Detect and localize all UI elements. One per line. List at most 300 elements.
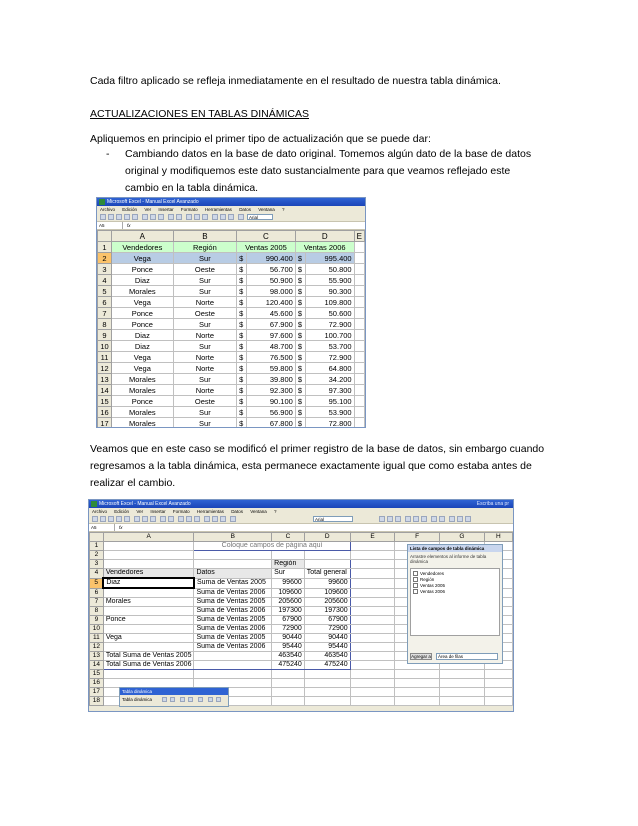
cell-total-general[interactable]: 90440 <box>304 634 350 643</box>
cell-ventas-2006[interactable]: 50.600 <box>305 308 354 319</box>
cell-currency-2005[interactable]: $ <box>237 330 247 341</box>
menu-formato[interactable]: Formato <box>180 207 198 212</box>
empty-cell[interactable] <box>439 697 484 706</box>
name-box[interactable]: A5 <box>97 222 123 229</box>
cell-vendedor[interactable]: Ponce <box>111 319 173 330</box>
cell-currency-2006[interactable]: $ <box>295 374 305 385</box>
cell-currency-2005[interactable]: $ <box>237 385 247 396</box>
cell-region[interactable]: Sur <box>173 319 236 330</box>
empty-cell[interactable] <box>439 670 484 679</box>
empty-cell[interactable] <box>272 551 305 560</box>
cell-total-general[interactable]: 463540 <box>304 652 350 661</box>
undo-icon[interactable] <box>168 214 174 220</box>
open-folder-icon[interactable] <box>108 214 114 220</box>
cell-ventas-2006[interactable]: 109.800 <box>305 297 354 308</box>
empty-cell[interactable] <box>350 542 395 551</box>
row-header[interactable]: 13 <box>90 652 104 661</box>
cell-sur[interactable]: 99600 <box>272 578 305 588</box>
empty-cell[interactable] <box>304 679 350 688</box>
empty-cell[interactable] <box>350 697 395 706</box>
empty-cell[interactable] <box>304 670 350 679</box>
row-header[interactable]: 6 <box>98 297 112 308</box>
cell-region[interactable]: Oeste <box>173 308 236 319</box>
row-header[interactable]: 6 <box>90 588 104 598</box>
menu-formato[interactable]: Formato <box>172 509 190 514</box>
cell-ventas-2005[interactable]: 98.000 <box>247 286 296 297</box>
empty-cell[interactable] <box>395 688 440 697</box>
empty-cell[interactable] <box>350 643 395 652</box>
empty-cell[interactable] <box>354 374 364 385</box>
empty-cell[interactable] <box>304 560 350 569</box>
empty-cell[interactable] <box>350 598 395 607</box>
cell-currency-2006[interactable]: $ <box>295 352 305 363</box>
cell-vendedor[interactable]: Vega <box>111 253 173 264</box>
cell-currency-2006[interactable]: $ <box>295 407 305 418</box>
cell-region[interactable]: Norte <box>173 363 236 374</box>
row-header[interactable]: 7 <box>90 598 104 607</box>
new-file-icon[interactable] <box>92 516 98 522</box>
cell-total-general[interactable]: 95440 <box>304 643 350 652</box>
menu-archivo[interactable]: Archivo <box>100 207 116 212</box>
empty-cell[interactable] <box>354 352 364 363</box>
field-item-ventas-2005[interactable]: Ventas 2005 <box>413 583 497 589</box>
column-header-c[interactable]: C <box>237 231 296 242</box>
empty-cell[interactable] <box>350 551 395 560</box>
cell-vendedor[interactable] <box>103 625 194 634</box>
sort-asc-icon[interactable] <box>194 214 200 220</box>
cell-region[interactable]: Sur <box>173 374 236 385</box>
borders-icon[interactable] <box>449 516 455 522</box>
cell-ventas-2005[interactable]: 56.900 <box>247 407 296 418</box>
row-header[interactable]: 15 <box>90 670 104 679</box>
font-name-box[interactable]: Arial <box>313 516 353 522</box>
cell-ventas-2005[interactable]: 45.600 <box>247 308 296 319</box>
cell-currency-2005[interactable]: $ <box>237 275 247 286</box>
cell-sur[interactable]: 463540 <box>272 652 305 661</box>
cell-currency-2005[interactable]: $ <box>237 407 247 418</box>
cell-currency-2005[interactable]: $ <box>237 352 247 363</box>
row-header[interactable]: 8 <box>90 607 104 616</box>
cell-datos[interactable]: Suma de Ventas 2005 <box>194 598 272 607</box>
empty-cell[interactable] <box>350 607 395 616</box>
column-header-g[interactable]: G <box>439 533 484 542</box>
row-header[interactable]: 14 <box>90 661 104 670</box>
column-total-general[interactable]: Total general <box>304 569 350 579</box>
cell-sur[interactable]: 90440 <box>272 634 305 643</box>
cell-ventas-2006[interactable]: 72.900 <box>305 352 354 363</box>
row-header[interactable]: 2 <box>98 253 112 264</box>
row-header[interactable]: 7 <box>98 308 112 319</box>
cell-datos[interactable]: Suma de Ventas 2005 <box>194 616 272 625</box>
column-header-e[interactable]: E <box>350 533 395 542</box>
cell-currency-2006[interactable]: $ <box>295 319 305 330</box>
help-search-box[interactable]: Escriba una pr <box>476 501 509 507</box>
cell-ventas-2005[interactable]: 92.300 <box>247 385 296 396</box>
empty-cell[interactable] <box>354 319 364 330</box>
menu-help[interactable]: ? <box>282 207 285 212</box>
cell-total-general[interactable]: 67900 <box>304 616 350 625</box>
cell-currency-2005[interactable]: $ <box>237 374 247 385</box>
cell-ventas-2006[interactable]: 72.900 <box>305 319 354 330</box>
cell-ventas-2005[interactable]: 67.900 <box>247 319 296 330</box>
menu-edicion[interactable]: Edición <box>122 207 138 212</box>
select-all-corner[interactable] <box>98 231 112 242</box>
cell-vendedor[interactable]: Morales <box>111 286 173 297</box>
empty-cell[interactable] <box>350 616 395 625</box>
column-header-f[interactable]: F <box>395 533 440 542</box>
empty-cell[interactable] <box>350 679 395 688</box>
empty-cell[interactable] <box>194 560 272 569</box>
print-icon[interactable] <box>116 516 122 522</box>
empty-cell[interactable] <box>350 569 395 579</box>
cell-ventas-2006[interactable]: 100.700 <box>305 330 354 341</box>
empty-cell[interactable] <box>484 688 512 697</box>
save-icon[interactable] <box>108 516 114 522</box>
cell-total-general[interactable]: 205600 <box>304 598 350 607</box>
paste-icon[interactable] <box>158 214 164 220</box>
add-to-button[interactable]: Agregar a <box>411 654 431 659</box>
empty-cell[interactable] <box>350 652 395 661</box>
preview-icon[interactable] <box>124 516 130 522</box>
percent-icon[interactable] <box>439 516 445 522</box>
empty-cell[interactable] <box>350 588 395 598</box>
empty-cell[interactable] <box>304 697 350 706</box>
cell-total-general[interactable]: 197300 <box>304 607 350 616</box>
row-header[interactable]: 17 <box>98 418 112 429</box>
cell-total-general[interactable]: 109600 <box>304 588 350 598</box>
save-icon[interactable] <box>116 214 122 220</box>
cell-currency-2006[interactable]: $ <box>295 418 305 429</box>
empty-cell[interactable] <box>350 634 395 643</box>
cell-vendedor[interactable]: Diaz <box>111 341 173 352</box>
column-header-d[interactable]: D <box>304 533 350 542</box>
copy-icon[interactable] <box>142 516 148 522</box>
empty-cell[interactable] <box>354 341 364 352</box>
empty-cell[interactable] <box>194 670 272 679</box>
cell-ventas-2005[interactable]: 76.500 <box>247 352 296 363</box>
format-report-icon[interactable] <box>162 697 167 702</box>
cell-ventas-2005[interactable]: 59.800 <box>247 363 296 374</box>
cell-region[interactable]: Sur <box>173 407 236 418</box>
cell-vendedor[interactable]: Ponce <box>111 308 173 319</box>
cell-ventas-2006[interactable]: 995.400 <box>305 253 354 264</box>
empty-cell[interactable] <box>354 275 364 286</box>
column-header-c[interactable]: C <box>272 533 305 542</box>
cut-icon[interactable] <box>134 516 140 522</box>
menu-ver[interactable]: Ver <box>136 509 144 514</box>
italic-icon[interactable] <box>387 516 393 522</box>
cell-sur[interactable]: 109600 <box>272 588 305 598</box>
cell-region[interactable]: Norte <box>173 385 236 396</box>
empty-cell[interactable] <box>354 407 364 418</box>
empty-cell[interactable] <box>103 670 194 679</box>
menu-edicion[interactable]: Edición <box>114 509 130 514</box>
cell-vendedor[interactable]: Vega <box>111 363 173 374</box>
pivot-toolbar-menu[interactable]: Tabla dinámica <box>122 697 153 702</box>
row-header[interactable]: 16 <box>98 407 112 418</box>
cell-currency-2005[interactable]: $ <box>237 363 247 374</box>
empty-cell[interactable] <box>194 551 272 560</box>
menu-datos[interactable]: Datos <box>239 207 251 212</box>
redo-icon[interactable] <box>168 516 174 522</box>
cell-ventas-2006[interactable]: 55.900 <box>305 275 354 286</box>
empty-cell[interactable] <box>103 560 194 569</box>
empty-cell[interactable] <box>103 542 194 551</box>
cell-region[interactable]: Oeste <box>173 264 236 275</box>
cell-region[interactable]: Sur <box>173 275 236 286</box>
cell-currency-2006[interactable]: $ <box>295 286 305 297</box>
sort-desc-icon[interactable] <box>202 214 208 220</box>
empty-cell[interactable] <box>354 418 364 429</box>
row-header[interactable]: 18 <box>90 697 104 706</box>
cell-ventas-2006[interactable]: 53.700 <box>305 341 354 352</box>
empty-cell[interactable] <box>350 625 395 634</box>
vendedores-field-button[interactable]: Vendedores <box>103 569 194 579</box>
empty-cell[interactable] <box>395 697 440 706</box>
row-header[interactable]: 10 <box>90 625 104 634</box>
cell-region[interactable]: Sur <box>173 286 236 297</box>
cell-datos[interactable]: Suma de Ventas 2006 <box>194 625 272 634</box>
select-all-corner[interactable] <box>90 533 104 542</box>
cell-currency-2006[interactable]: $ <box>295 385 305 396</box>
cell-currency-2006[interactable]: $ <box>295 264 305 275</box>
row-header[interactable]: 8 <box>98 319 112 330</box>
name-box[interactable]: A5 <box>89 524 115 531</box>
cell-currency-2005[interactable]: $ <box>237 341 247 352</box>
empty-cell[interactable] <box>304 688 350 697</box>
help-icon[interactable] <box>230 516 236 522</box>
drawing-icon[interactable] <box>220 214 226 220</box>
column-header-h[interactable]: H <box>484 533 512 542</box>
cell-ventas-2005[interactable]: 97.600 <box>247 330 296 341</box>
page-field-drop-zone[interactable]: Coloque campos de página aquí <box>194 542 350 551</box>
row-header[interactable]: 10 <box>98 341 112 352</box>
row-header[interactable]: 16 <box>90 679 104 688</box>
new-file-icon[interactable] <box>100 214 106 220</box>
cell-currency-2005[interactable]: $ <box>237 253 247 264</box>
menu-ventana[interactable]: Ventana <box>258 207 275 212</box>
row-header[interactable]: 4 <box>98 275 112 286</box>
cell-datos[interactable]: Suma de Ventas 2006 <box>194 607 272 616</box>
cell-ventas-2005[interactable]: 990.400 <box>247 253 296 264</box>
column-header-e[interactable]: E <box>354 231 364 242</box>
hide-detail-icon[interactable] <box>180 697 185 702</box>
refresh-data-icon[interactable] <box>198 697 203 702</box>
row-header[interactable]: 9 <box>98 330 112 341</box>
cell-vendedor[interactable] <box>103 607 194 616</box>
sort-desc-icon[interactable] <box>194 516 200 522</box>
cell-region[interactable]: Sur <box>173 253 236 264</box>
cell-currency-2006[interactable]: $ <box>295 396 305 407</box>
cut-icon[interactable] <box>142 214 148 220</box>
empty-cell[interactable] <box>354 253 364 264</box>
row-header[interactable]: 9 <box>90 616 104 625</box>
menu-ventana[interactable]: Ventana <box>250 509 267 514</box>
cell-region[interactable]: Oeste <box>173 396 236 407</box>
menu-ver[interactable]: Ver <box>144 207 152 212</box>
cell-ventas-2005[interactable]: 67.800 <box>247 418 296 429</box>
cell-vendedor[interactable]: Ponce <box>103 616 194 625</box>
header-cell-ventas-2006[interactable]: Ventas 2006 <box>295 242 354 253</box>
empty-cell[interactable] <box>484 679 512 688</box>
cell-currency-2005[interactable]: $ <box>237 319 247 330</box>
menu-herramientas[interactable]: Herramientas <box>196 509 224 514</box>
column-header-a[interactable]: A <box>111 231 173 242</box>
row-header[interactable]: 11 <box>98 352 112 363</box>
fill-color-icon[interactable] <box>457 516 463 522</box>
empty-cell[interactable] <box>354 286 364 297</box>
cell-currency-2005[interactable]: $ <box>237 264 247 275</box>
field-list-icon[interactable] <box>216 697 221 702</box>
chart-icon[interactable] <box>204 516 210 522</box>
cell-vendedor[interactable]: Vega <box>103 634 194 643</box>
empty-cell[interactable] <box>354 385 364 396</box>
cell-vendedor[interactable]: Ponce <box>111 264 173 275</box>
cell-vendedor[interactable]: Diaz <box>103 578 194 588</box>
field-item-vendedores[interactable]: Vendedores <box>413 571 497 577</box>
cell-region[interactable]: Sur <box>173 418 236 429</box>
empty-cell[interactable] <box>354 264 364 275</box>
cell-vendedor[interactable]: Morales <box>111 418 173 429</box>
row-header[interactable]: 2 <box>90 551 104 560</box>
cell-vendedor[interactable]: Diaz <box>111 330 173 341</box>
cell-ventas-2006[interactable]: 97.300 <box>305 385 354 396</box>
cell-vendedor[interactable]: Ponce <box>111 396 173 407</box>
menu-insertar[interactable]: Insertar <box>150 509 166 514</box>
cell-vendedor[interactable]: Morales <box>111 374 173 385</box>
open-folder-icon[interactable] <box>100 516 106 522</box>
menu-herramientas[interactable]: Herramientas <box>204 207 232 212</box>
cell-ventas-2005[interactable]: 56.700 <box>247 264 296 275</box>
cell-sur[interactable]: 67900 <box>272 616 305 625</box>
empty-cell[interactable] <box>439 679 484 688</box>
empty-cell[interactable] <box>272 679 305 688</box>
chart-wizard-icon[interactable] <box>170 697 175 702</box>
row-header[interactable]: 5 <box>98 286 112 297</box>
currency-icon[interactable] <box>431 516 437 522</box>
field-settings-icon[interactable] <box>208 697 213 702</box>
cell-currency-2006[interactable]: $ <box>295 253 305 264</box>
cell-ventas-2005[interactable]: 90.100 <box>247 396 296 407</box>
empty-cell[interactable] <box>304 551 350 560</box>
cell-ventas-2005[interactable]: 48.700 <box>247 341 296 352</box>
zoom-icon[interactable] <box>228 214 234 220</box>
cell-currency-2006[interactable]: $ <box>295 297 305 308</box>
cell-sur[interactable]: 205600 <box>272 598 305 607</box>
bold-icon[interactable] <box>379 516 385 522</box>
cell-datos[interactable] <box>194 652 272 661</box>
drawing-icon[interactable] <box>212 516 218 522</box>
font-color-icon[interactable] <box>465 516 471 522</box>
empty-cell[interactable] <box>350 688 395 697</box>
cell-vendedor[interactable]: Vega <box>111 352 173 363</box>
empty-cell[interactable] <box>354 363 364 374</box>
column-header-a[interactable]: A <box>103 533 194 542</box>
cell-ventas-2006[interactable]: 95.100 <box>305 396 354 407</box>
copy-icon[interactable] <box>150 214 156 220</box>
cell-currency-2005[interactable]: $ <box>237 308 247 319</box>
cell-currency-2006[interactable]: $ <box>295 341 305 352</box>
row-header[interactable]: 14 <box>98 385 112 396</box>
empty-cell[interactable] <box>439 688 484 697</box>
cell-ventas-2005[interactable]: 39.800 <box>247 374 296 385</box>
menu-help[interactable]: ? <box>274 509 277 514</box>
autosum-icon[interactable] <box>178 516 184 522</box>
cell-datos[interactable]: Suma de Ventas 2005 <box>194 634 272 643</box>
empty-cell[interactable] <box>484 670 512 679</box>
cell-currency-2006[interactable]: $ <box>295 363 305 374</box>
row-header[interactable]: 1 <box>98 242 112 253</box>
row-header[interactable]: 12 <box>98 363 112 374</box>
grand-total-label[interactable]: Total Suma de Ventas 2006 <box>103 661 194 670</box>
cell-ventas-2006[interactable]: 64.800 <box>305 363 354 374</box>
datos-field-button[interactable]: Datos <box>194 569 272 579</box>
cell-currency-2005[interactable]: $ <box>237 286 247 297</box>
empty-cell[interactable] <box>484 697 512 706</box>
cell-sur[interactable]: 72900 <box>272 625 305 634</box>
cell-datos[interactable]: Suma de Ventas 2006 <box>194 588 272 598</box>
zoom-icon[interactable] <box>220 516 226 522</box>
cell-ventas-2005[interactable]: 120.400 <box>247 297 296 308</box>
help-icon[interactable] <box>238 214 244 220</box>
cell-vendedor[interactable] <box>103 588 194 598</box>
cell-ventas-2006[interactable]: 34.200 <box>305 374 354 385</box>
cell-ventas-2006[interactable]: 53.900 <box>305 407 354 418</box>
cell-vendedor[interactable]: Morales <box>103 598 194 607</box>
cell-sur[interactable]: 197300 <box>272 607 305 616</box>
preview-icon[interactable] <box>132 214 138 220</box>
underline-icon[interactable] <box>395 516 401 522</box>
cell-currency-2005[interactable]: $ <box>237 396 247 407</box>
cell-region[interactable]: Sur <box>173 341 236 352</box>
column-header-b[interactable]: B <box>173 231 236 242</box>
row-header[interactable]: 17 <box>90 688 104 697</box>
align-right-icon[interactable] <box>421 516 427 522</box>
cell-sur[interactable]: 95440 <box>272 643 305 652</box>
sort-asc-icon[interactable] <box>186 516 192 522</box>
cell-ventas-2006[interactable]: 50.800 <box>305 264 354 275</box>
empty-cell[interactable] <box>354 308 364 319</box>
empty-cell[interactable] <box>354 242 364 253</box>
chart-icon[interactable] <box>212 214 218 220</box>
empty-cell[interactable] <box>272 697 305 706</box>
row-header[interactable]: 3 <box>98 264 112 275</box>
empty-cell[interactable] <box>395 670 440 679</box>
menu-archivo[interactable]: Archivo <box>92 509 108 514</box>
cell-currency-2005[interactable]: $ <box>237 297 247 308</box>
align-left-icon[interactable] <box>405 516 411 522</box>
empty-cell[interactable] <box>350 578 395 588</box>
header-cell-region[interactable]: Región <box>173 242 236 253</box>
font-name-box[interactable]: Arial <box>247 214 273 220</box>
row-header[interactable]: 3 <box>90 560 104 569</box>
cell-ventas-2006[interactable]: 90.300 <box>305 286 354 297</box>
empty-cell[interactable] <box>350 661 395 670</box>
cell-datos[interactable]: Suma de Ventas 2006 <box>194 643 272 652</box>
cell-total-general[interactable]: 72900 <box>304 625 350 634</box>
empty-cell[interactable] <box>354 330 364 341</box>
cell-sur[interactable]: 475240 <box>272 661 305 670</box>
paste-icon[interactable] <box>150 516 156 522</box>
area-select[interactable]: Área de filas <box>436 653 498 660</box>
empty-cell[interactable] <box>354 297 364 308</box>
cell-currency-2006[interactable]: $ <box>295 330 305 341</box>
redo-icon[interactable] <box>176 214 182 220</box>
cell-total-general[interactable]: 475240 <box>304 661 350 670</box>
cell-vendedor[interactable]: Vega <box>111 297 173 308</box>
show-detail-icon[interactable] <box>188 697 193 702</box>
cell-datos[interactable] <box>194 661 272 670</box>
